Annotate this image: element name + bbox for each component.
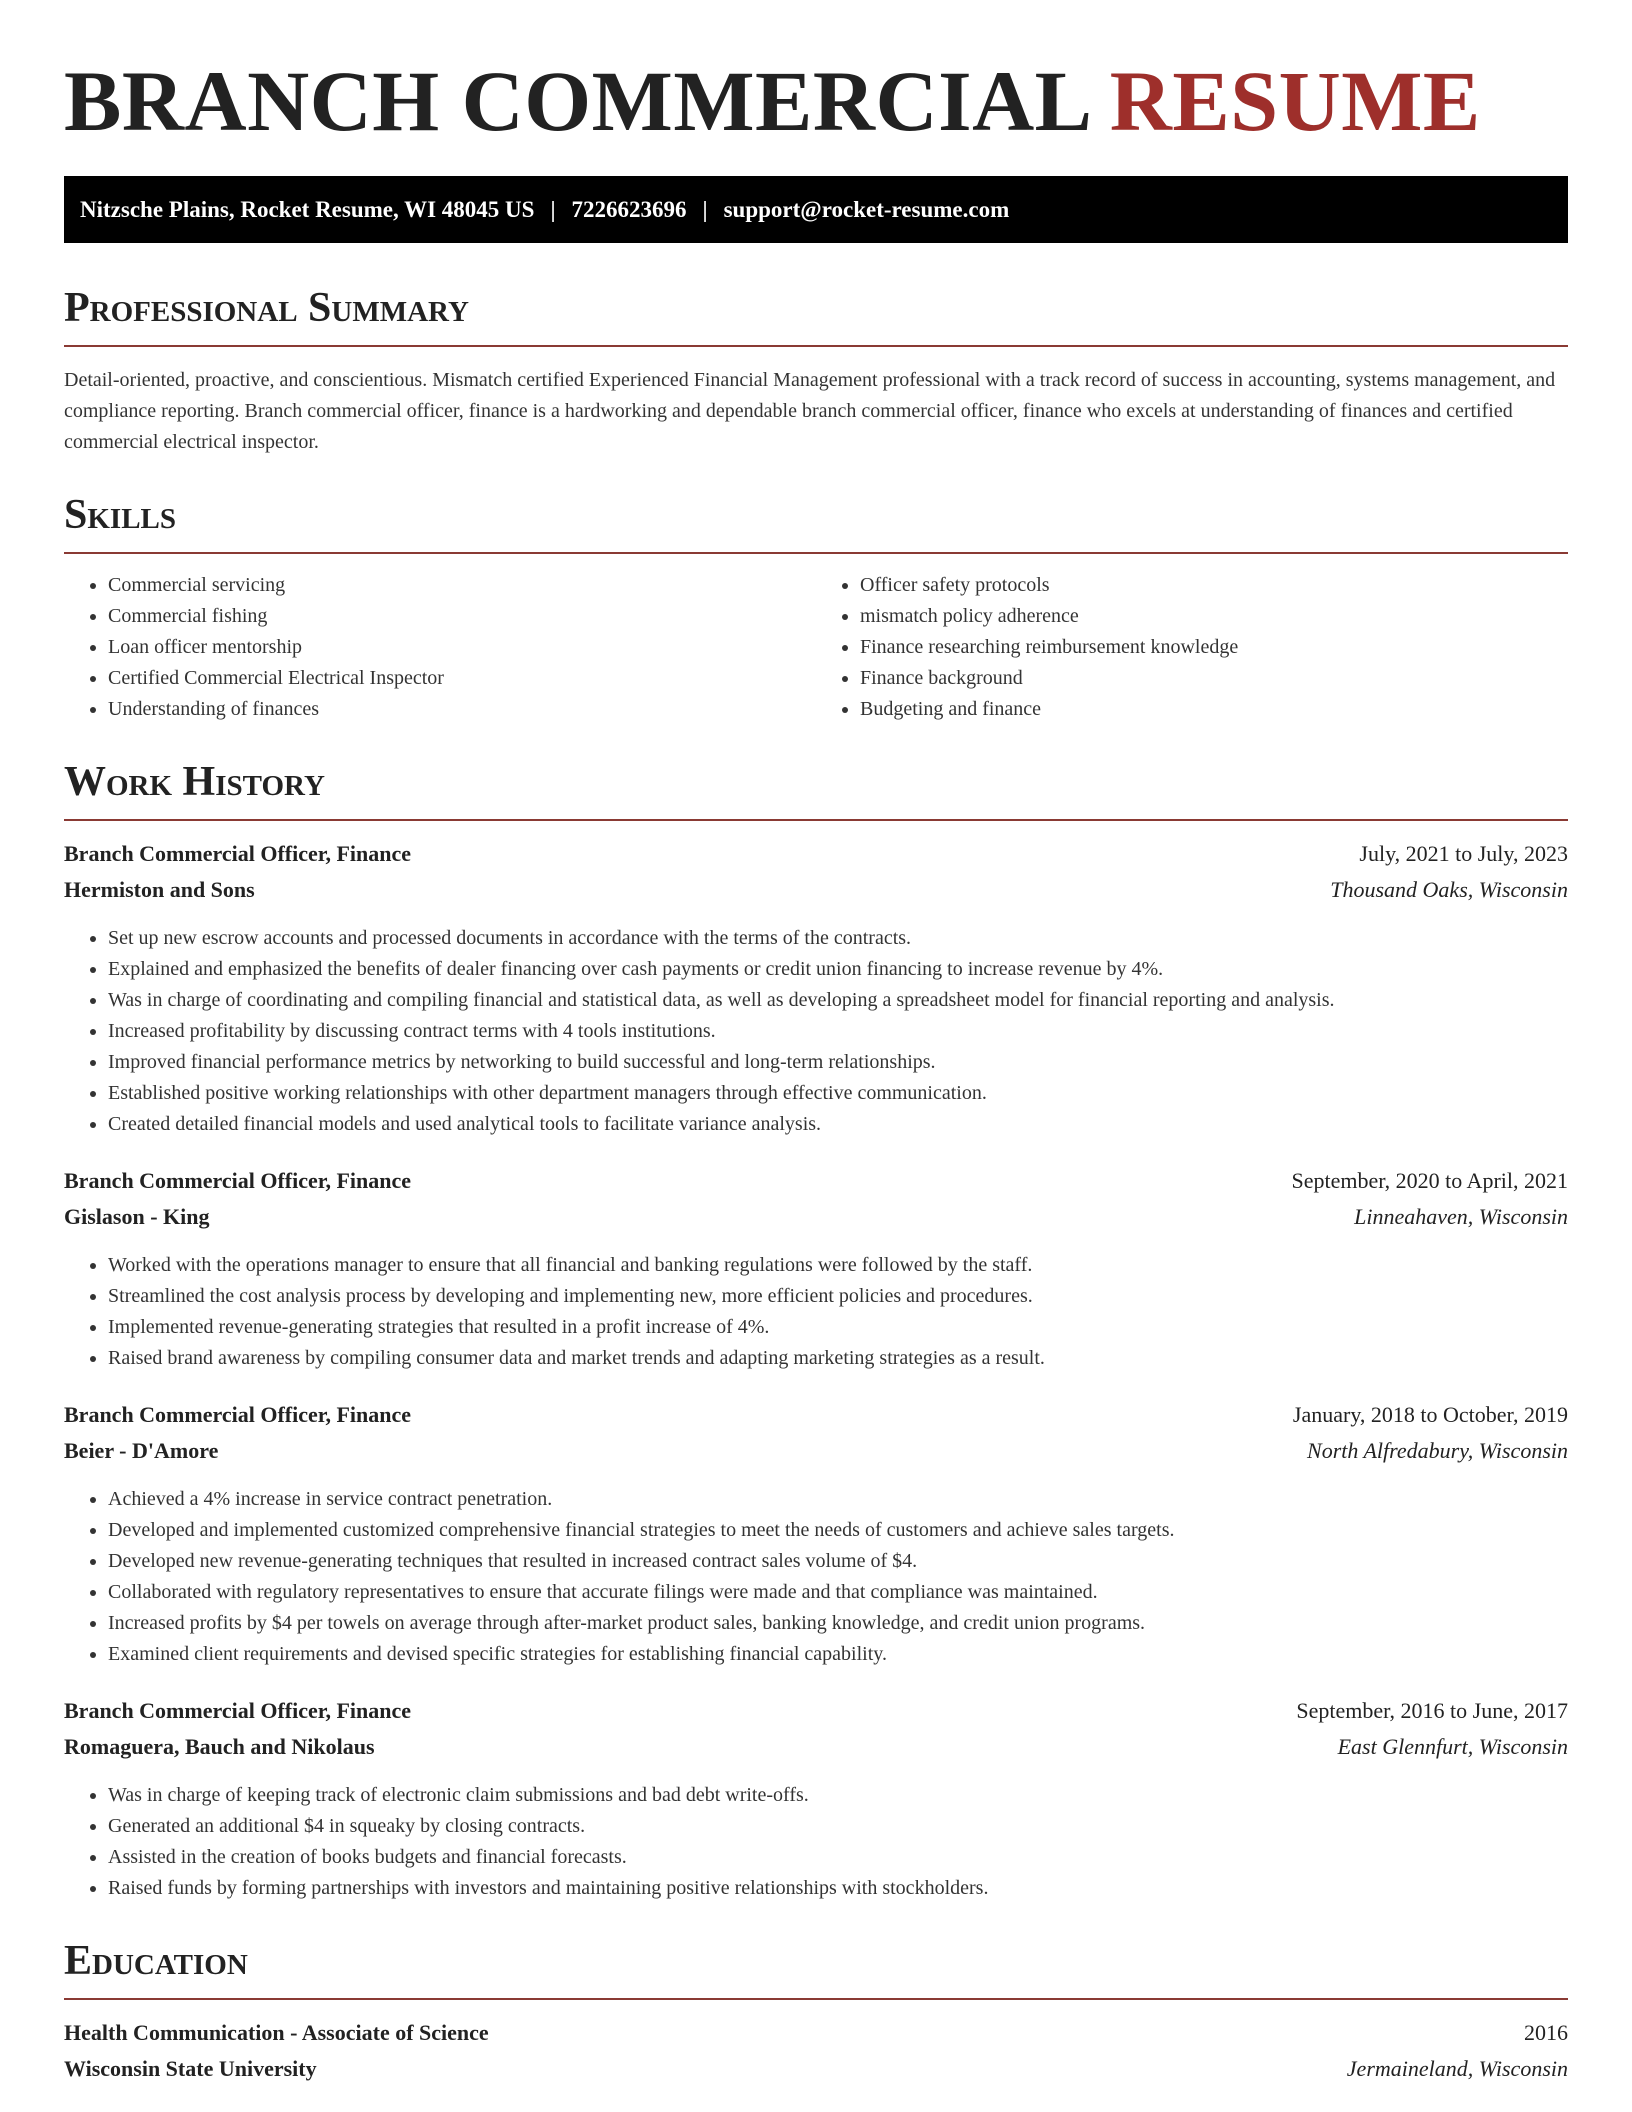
job-entry [64, 1698, 1568, 1904]
job-bullet: • Achieved a 4% increase in service contract penetration. [108, 1484, 1568, 1515]
job-bullet: • Raised brand awareness by compiling consumer data and market trends and adapting marketing strategies as a result. [108, 1343, 1568, 1374]
job-entry [64, 1402, 1568, 1670]
contact-phone[interactable]: 7226623696 [571, 196, 687, 222]
job-title: Branch Commercial Officer, Finance [64, 1402, 412, 1427]
contact-address: Nitzsche Plains, Rocket Resume, WI 48045 US [80, 196, 535, 222]
job-company-row [64, 1204, 1568, 1240]
job-title: Branch Commercial Officer, Finance [64, 1698, 412, 1723]
contact-email[interactable]: support@rocket-resume.com [723, 196, 1010, 222]
skill-item: • mismatch policy adherence [860, 601, 1568, 632]
skills-heading: Skills [64, 494, 1568, 554]
education-degree: Health Communication - Associate of Science [64, 2020, 489, 2045]
summary-text: Detail-oriented, proactive, and conscientious. Mismatch certified Experienced Financial Management professional with a track record of success in accounting, systems management, and compliance reporting. Branch commercial officer, finance is a hardworking and dependable branch commercial officer, finance who excels at understanding of finances and certified commercial electrical inspector. [64, 369, 1556, 453]
job-bullets [64, 1484, 1568, 1670]
job-bullet: • Improved financial performance metrics by networking to build successful and long-term relationships. [108, 1047, 1568, 1078]
education-entry [64, 2020, 1568, 2092]
job-bullet: • Collaborated with regulatory representatives to ensure that accurate filings were made and that compliance was maintained. [108, 1577, 1568, 1608]
job-dates: January, 2018 to October, 2019 [1292, 1402, 1568, 1427]
contact-bar [64, 176, 1568, 243]
job-location: East Glennfurt, Wisconsin [1337, 1734, 1568, 1759]
job-entry [64, 841, 1568, 1140]
job-bullets [64, 1250, 1568, 1374]
job-dates: September, 2016 to June, 2017 [1296, 1698, 1568, 1723]
skill-item: • Commercial fishing [108, 601, 816, 632]
job-bullet: • Increased profitability by discussing contract terms with 4 tools institutions. [108, 1016, 1568, 1047]
education-school: Wisconsin State University [64, 2056, 317, 2081]
work-history-heading: Work History [64, 761, 1568, 821]
education-location: Jermaineland, Wisconsin [1346, 2056, 1568, 2081]
job-bullet: • Worked with the operations manager to ensure that all financial and banking regulations were followed by the staff. [108, 1250, 1568, 1281]
contact-separator: | [550, 196, 556, 222]
job-bullet: • Developed and implemented customized comprehensive financial strategies to meet the needs of customers and achieve sales targets. [108, 1515, 1568, 1546]
job-company-row [64, 1438, 1568, 1474]
job-bullet: • Established positive working relationships with other department managers through effective communication. [108, 1078, 1568, 1109]
job-title: Branch Commercial Officer, Finance [64, 1168, 412, 1193]
job-bullets [64, 1780, 1568, 1904]
title-name: BRANCH COMMERCIAL [64, 53, 1088, 149]
work-history-section [64, 761, 1568, 1904]
job-bullet: • Examined client requirements and devised specific strategies for establishing financial capability. [108, 1639, 1568, 1670]
skill-item: • Loan officer mentorship [108, 632, 816, 663]
skills-list-left [64, 570, 816, 725]
job-entry [64, 1168, 1568, 1374]
skill-item: • Certified Commercial Electrical Inspector [108, 663, 816, 694]
skills-section [64, 494, 1568, 725]
title-accent: RESUME [1109, 53, 1481, 149]
job-location: North Alfredabury, Wisconsin [1307, 1438, 1568, 1463]
skill-item: • Understanding of finances [108, 694, 816, 725]
job-company: Hermiston and Sons [64, 877, 255, 902]
job-bullet: • Generated an additional $4 in squeaky by closing contracts. [108, 1811, 1568, 1842]
skills-grid [64, 570, 1568, 725]
skill-item: • Finance researching reimbursement knowledge [860, 632, 1568, 663]
job-company: Romaguera, Bauch and Nikolaus [64, 1734, 375, 1759]
skill-item: • Budgeting and finance [860, 694, 1568, 725]
job-dates: July, 2021 to July, 2023 [1359, 841, 1568, 866]
skill-item: • Commercial servicing [108, 570, 816, 601]
education-heading: Education [64, 1940, 1568, 2000]
job-location: Linneahaven, Wisconsin [1354, 1204, 1568, 1229]
job-company: Gislason - King [64, 1204, 210, 1229]
job-bullet: • Raised funds by forming partnerships with investors and maintaining positive relationships with stockholders. [108, 1873, 1568, 1904]
job-bullet: • Was in charge of keeping track of electronic claim submissions and bad debt write-offs. [108, 1780, 1568, 1811]
contact-separator: | [702, 196, 708, 222]
education-section [64, 1940, 1568, 2092]
job-bullet: • Was in charge of coordinating and compiling financial and statistical data, as well as developing a spreadsheet model for financial reporting and analysis. [108, 985, 1568, 1016]
job-bullets [64, 923, 1568, 1140]
job-bullet: • Implemented revenue-generating strategies that resulted in a profit increase of 4%. [108, 1312, 1568, 1343]
job-company: Beier - D'Amore [64, 1438, 219, 1463]
education-year: 2016 [1524, 2020, 1568, 2045]
education-degree-row [64, 2020, 1568, 2056]
education-school-row [64, 2056, 1568, 2092]
job-bullet: • Created detailed financial models and used analytical tools to facilitate variance analysis. [108, 1109, 1568, 1140]
job-bullet: • Set up new escrow accounts and processed documents in accordance with the terms of the contracts. [108, 923, 1568, 954]
summary-heading: Professional Summary [64, 287, 1568, 347]
job-company-row [64, 1734, 1568, 1770]
job-company-row [64, 877, 1568, 913]
job-bullet: • Increased profits by $4 per towels on average through after-market product sales, banking knowledge, and credit union programs. [108, 1608, 1568, 1639]
resume-title [64, 0, 1568, 149]
job-header-row [64, 1698, 1568, 1734]
job-title: Branch Commercial Officer, Finance [64, 841, 412, 866]
job-bullet: • Streamlined the cost analysis process by developing and implementing new, more efficient policies and procedures. [108, 1281, 1568, 1312]
job-bullet: • Assisted in the creation of books budgets and financial forecasts. [108, 1842, 1568, 1873]
summary-section [64, 287, 1568, 458]
job-header-row [64, 1402, 1568, 1438]
skill-item: • Finance background [860, 663, 1568, 694]
job-location: Thousand Oaks, Wisconsin [1330, 877, 1568, 902]
job-header-row [64, 1168, 1568, 1204]
job-dates: September, 2020 to April, 2021 [1291, 1168, 1568, 1193]
skills-list-right [816, 570, 1568, 725]
job-header-row [64, 841, 1568, 877]
job-bullet: • Developed new revenue-generating techniques that resulted in increased contract sales volume of $4. [108, 1546, 1568, 1577]
skill-item: • Officer safety protocols [860, 570, 1568, 601]
job-bullet: • Explained and emphasized the benefits of dealer financing over cash payments or credit union financing to increase revenue by 4%. [108, 954, 1568, 985]
